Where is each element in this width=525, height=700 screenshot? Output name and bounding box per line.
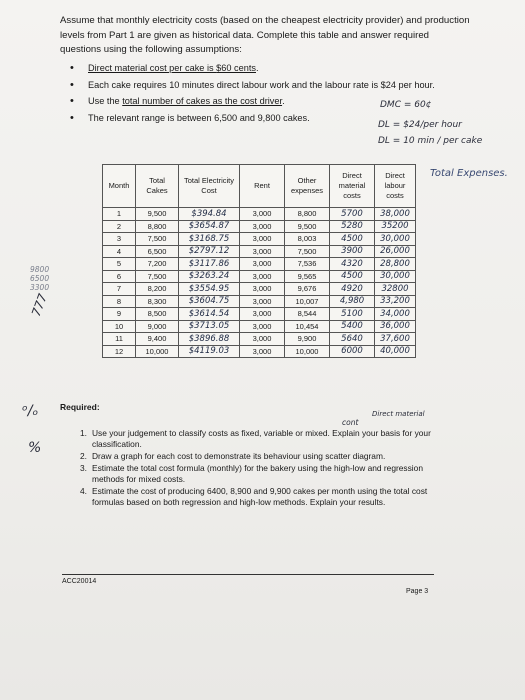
handnote-direct-material: Direct material — [372, 410, 425, 418]
assumption-item: • Direct material cost per cake is $60 cents. — [70, 62, 259, 74]
table-cell: 30,000 — [375, 233, 416, 246]
cost-data-table — [102, 164, 416, 358]
table-cell: $3554.95 — [179, 283, 240, 296]
header-rent: Rent — [240, 165, 285, 208]
table-cell: 9,676 — [285, 283, 330, 296]
table-cell: 9,400 — [136, 333, 179, 346]
table-row — [103, 345, 416, 358]
table-cell: 4920 — [330, 283, 375, 296]
table-cell: 6 — [103, 270, 136, 283]
header-total-cakes: Total Cakes — [136, 165, 179, 208]
table-cell: 10,454 — [285, 320, 330, 333]
table-cell: 3,000 — [240, 320, 285, 333]
table-cell: 8,300 — [136, 295, 179, 308]
table-row — [103, 283, 416, 296]
requirement-item: 4. Estimate the cost of producing 6400, 8,900 and 9,900 cakes per month using the total cost formulas based on both regression and high-low methods. Explain your results. — [80, 486, 428, 507]
table-cell: 35200 — [375, 220, 416, 233]
table-row — [103, 208, 416, 221]
required-heading: Required: — [60, 402, 100, 412]
table-cell: 8,200 — [136, 283, 179, 296]
table-cell: 4,980 — [330, 295, 375, 308]
table-row — [103, 233, 416, 246]
table-header-row — [103, 165, 416, 208]
table-cell: 34,000 — [375, 308, 416, 321]
table-cell: 10,000 — [285, 345, 330, 358]
table-cell: 3,000 — [240, 283, 285, 296]
table-cell: 28,800 — [375, 258, 416, 271]
table-cell: $3117.86 — [179, 258, 240, 271]
table-cell: 9,565 — [285, 270, 330, 283]
table-cell: $3604.75 — [179, 295, 240, 308]
table-row — [103, 333, 416, 346]
footer-divider — [62, 574, 434, 575]
table-cell: 1 — [103, 208, 136, 221]
table-cell: 10 — [103, 320, 136, 333]
table-cell: 8,800 — [136, 220, 179, 233]
table-cell: 4320 — [330, 258, 375, 271]
margin-number: 9800 — [30, 265, 50, 274]
table-cell: 40,000 — [375, 345, 416, 358]
footer-page-number: Page 3 — [406, 588, 429, 595]
table-cell: 2 — [103, 220, 136, 233]
intro-paragraph: Assume that monthly electricity costs (based on the cheapest electricity provider) and production levels from Part 1 are given as historical data. Complete this table and answer required questions using the following assumptions: — [60, 15, 470, 55]
table-cell: 5100 — [330, 308, 375, 321]
header-electricity: Total Electricity Cost — [179, 165, 240, 208]
header-direct-labour: Direct labour costs — [375, 165, 416, 208]
bullet-icon: • — [70, 62, 74, 74]
table-cell: 3,000 — [240, 220, 285, 233]
margin-mark-percent-1: ᵒ/ₒ — [22, 403, 39, 419]
table-cell: 5700 — [330, 208, 375, 221]
table-cell: 37,600 — [375, 333, 416, 346]
header-month: Month — [103, 165, 136, 208]
bullet-icon: • — [70, 95, 74, 107]
table-cell: 8,544 — [285, 308, 330, 321]
table-cell: 6,500 — [136, 245, 179, 258]
margin-mark-777: 777 — [28, 291, 50, 319]
table-cell: 30,000 — [375, 270, 416, 283]
table-cell: 3,000 — [240, 245, 285, 258]
table-cell: 5640 — [330, 333, 375, 346]
table-cell: $3263.24 — [179, 270, 240, 283]
table-cell: 4500 — [330, 233, 375, 246]
table-cell: 7,500 — [285, 245, 330, 258]
header-direct-material: Direct material costs — [330, 165, 375, 208]
table-cell: $3713.05 — [179, 320, 240, 333]
table-cell: 8,800 — [285, 208, 330, 221]
table-cell: 32800 — [375, 283, 416, 296]
assumption-item: • Use the total number of cakes as the cost driver. — [70, 95, 285, 107]
requirement-item: 1. Use your judgement to classify costs as fixed, variable or mixed. Explain your basis for your classification. — [80, 428, 431, 449]
table-row — [103, 295, 416, 308]
bullet-icon: • — [70, 111, 74, 124]
table-cell: 3,000 — [240, 208, 285, 221]
table-cell: $3168.75 — [179, 233, 240, 246]
table-cell: $3614.54 — [179, 308, 240, 321]
table-cell: 3 — [103, 233, 136, 246]
table-cell: 3,000 — [240, 295, 285, 308]
requirements-list — [80, 428, 440, 509]
handnote-dl-rate: DL = $24/per hour — [378, 120, 462, 130]
table-cell: 38,000 — [375, 208, 416, 221]
assumption-item: • Each cake requires 10 minutes direct labour work and the labour rate is $24 per hour. — [70, 78, 435, 91]
table-cell: 9,900 — [285, 333, 330, 346]
table-cell: 3,000 — [240, 308, 285, 321]
handnote-dl-time: DL = 10 min / per cake — [378, 136, 483, 146]
table-cell: 3,000 — [240, 233, 285, 246]
table-cell: 6000 — [330, 345, 375, 358]
margin-number: 6500 — [30, 274, 50, 283]
table-row — [103, 220, 416, 233]
table-cell: 7,500 — [136, 270, 179, 283]
table-cell: 7,536 — [285, 258, 330, 271]
table-cell: 9 — [103, 308, 136, 321]
table-cell: 8,500 — [136, 308, 179, 321]
table-cell: 26,000 — [375, 245, 416, 258]
table-cell: 9,000 — [136, 320, 179, 333]
table-cell: 5400 — [330, 320, 375, 333]
table-cell: $394.84 — [179, 208, 240, 221]
handnote-total-expenses: Total Expenses. — [430, 168, 508, 179]
table-cell: 8 — [103, 295, 136, 308]
header-other-expenses: Other expenses — [285, 165, 330, 208]
table-cell: 12 — [103, 345, 136, 358]
table-cell: 33,200 — [375, 295, 416, 308]
table-cell: 36,000 — [375, 320, 416, 333]
table-cell: 7,200 — [136, 258, 179, 271]
assumption-item: • The relevant range is between 6,500 and 9,800 cakes. — [70, 111, 310, 124]
margin-mark-percent-2: % — [28, 440, 42, 456]
bullet-icon: • — [70, 78, 74, 91]
table-cell: 9,500 — [285, 220, 330, 233]
table-cell: 10,000 — [136, 345, 179, 358]
table-cell: 3,000 — [240, 345, 285, 358]
table-row — [103, 320, 416, 333]
table-cell: 4 — [103, 245, 136, 258]
requirement-item: 3. Estimate the total cost formula (monthly) for the bakery using the high-low and regression methods for mixed costs. — [80, 463, 423, 484]
table-row — [103, 308, 416, 321]
table-cell: 3,000 — [240, 333, 285, 346]
table-cell: 7 — [103, 283, 136, 296]
table-cell: $3654.87 — [179, 220, 240, 233]
table-cell: 9,500 — [136, 208, 179, 221]
table-cell: 11 — [103, 333, 136, 346]
table-cell: 4500 — [330, 270, 375, 283]
table-cell: 3900 — [330, 245, 375, 258]
table-cell: 5 — [103, 258, 136, 271]
margin-number: 3300 — [30, 283, 50, 292]
assumptions-list — [68, 62, 468, 128]
requirement-item: 2. Draw a graph for each cost to demonstrate its behaviour using scatter diagram. — [80, 451, 386, 461]
handnote-cont: cont — [342, 418, 359, 427]
table-cell: 3,000 — [240, 270, 285, 283]
table-row — [103, 245, 416, 258]
table-cell: $4119.03 — [179, 345, 240, 358]
margin-numbers — [30, 265, 49, 292]
table-cell: 3,000 — [240, 258, 285, 271]
table-row — [103, 258, 416, 271]
table-cell: 8,003 — [285, 233, 330, 246]
table-cell: $2797.12 — [179, 245, 240, 258]
handnote-dmc: DMC = 60¢ — [380, 100, 432, 110]
table-cell: $3896.88 — [179, 333, 240, 346]
table-row — [103, 270, 416, 283]
table-cell: 5280 — [330, 220, 375, 233]
table-cell: 7,500 — [136, 233, 179, 246]
footer-course-code: ACC20014 — [62, 578, 97, 585]
table-cell: 10,007 — [285, 295, 330, 308]
